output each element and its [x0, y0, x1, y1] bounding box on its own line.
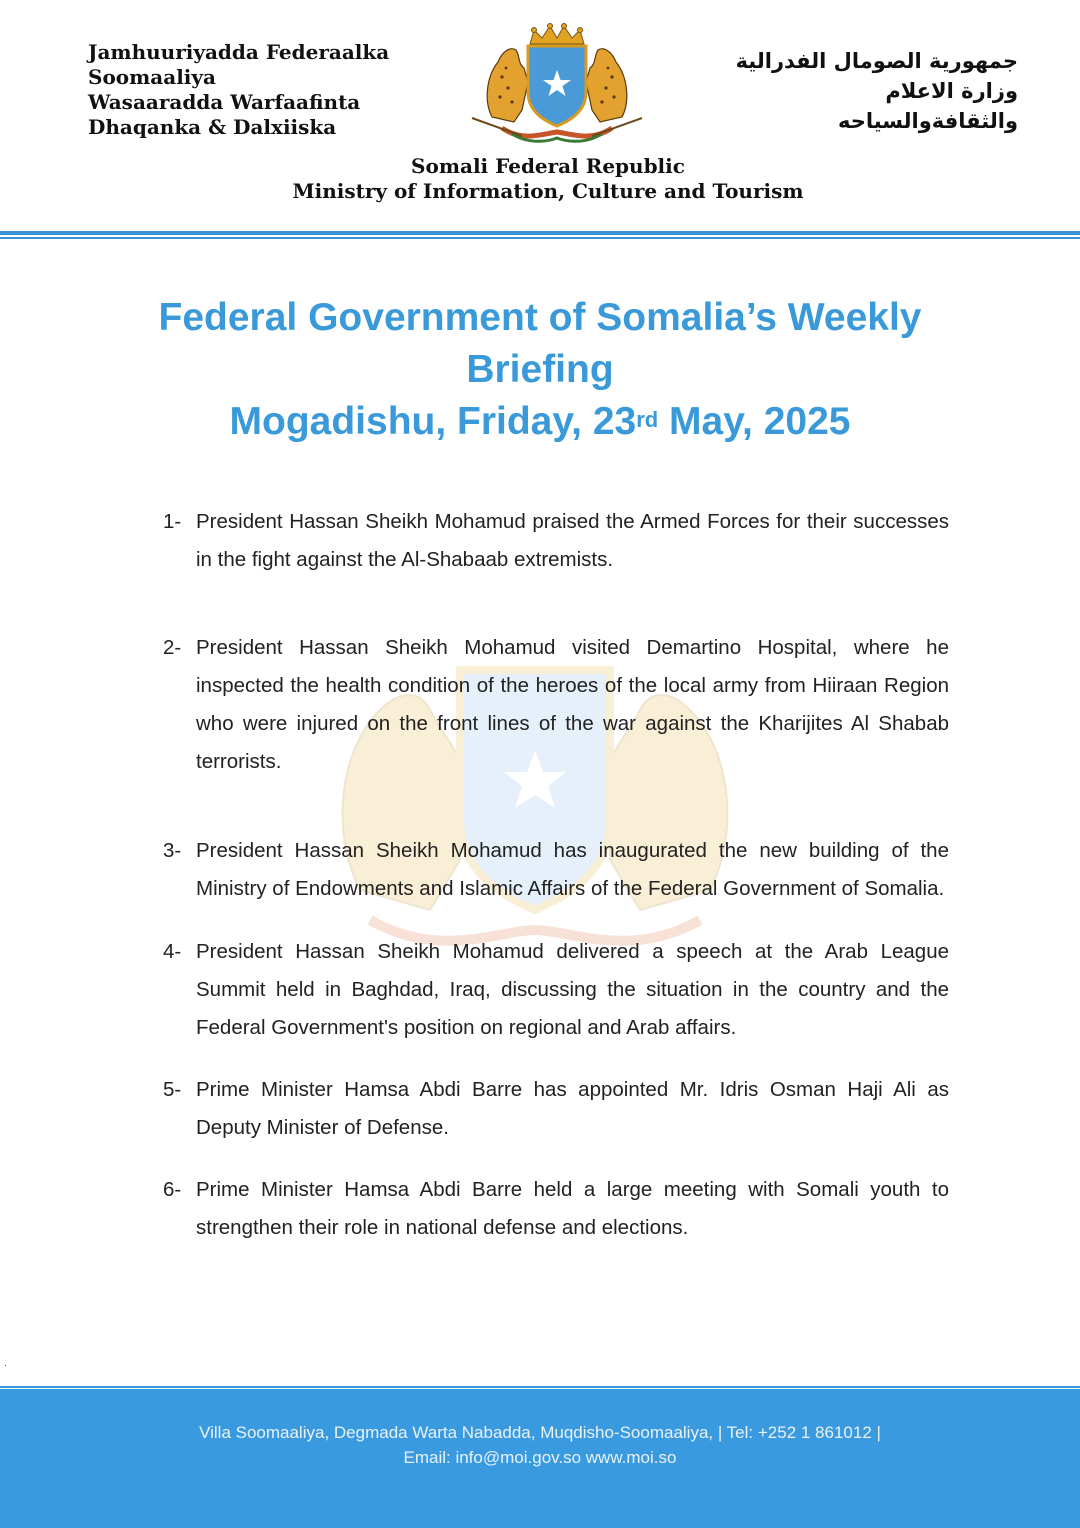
- footer-contact: [0, 1420, 1080, 1470]
- header-left-line: Wasaaradda Warfaafinta: [88, 90, 361, 114]
- title-date-ordinal: rd: [636, 407, 659, 432]
- stray-dot: .: [4, 1358, 7, 1369]
- header-right-line: وزارة الاعلام: [885, 79, 1018, 103]
- item-text: President Hassan Sheikh Mohamud visited Demartino Hospital, where he inspected the health condition of the heroes of the local army from Hiiraan Region who were injured on the front lines of the war against the Kharijites Al Shabab terrorists.: [196, 636, 949, 773]
- footer-divider: [0, 1386, 1080, 1388]
- briefing-title: [0, 292, 1080, 448]
- header-arabic-name: [736, 46, 1018, 136]
- footer-email-web: Email: info@moi.gov.so www.moi.so: [403, 1448, 677, 1467]
- header-left-line: Dhaqanka & Dalxiiska: [88, 115, 337, 139]
- item-number: 3-: [163, 839, 182, 862]
- header-left-line: Jamhuuriyadda Federaalka: [88, 40, 390, 64]
- list-item: [163, 1071, 949, 1147]
- list-item: [163, 629, 949, 781]
- header-left-line: Soomaaliya: [88, 65, 216, 89]
- header-somali-name: [88, 40, 389, 140]
- header-divider-thin: [0, 237, 1080, 239]
- item-number: 4-: [163, 940, 182, 963]
- header-right-line: والثقافةوالسياحه: [837, 109, 1018, 133]
- list-item: [163, 933, 949, 1047]
- title-date-pre: Mogadishu, Friday, 23: [229, 400, 637, 443]
- header-right-line: جمهورية الصومال الفدرالية: [735, 49, 1018, 73]
- item-text: President Hassan Sheikh Mohamud praised the Armed Forces for their successes in the fight against the Al-Shabaab extremists.: [196, 510, 949, 571]
- item-text: Prime Minister Hamsa Abdi Barre held a large meeting with Somali youth to strengthen their role in national defense and elections.: [196, 1178, 949, 1239]
- header-divider: [0, 231, 1080, 235]
- title-line2: Briefing: [466, 348, 614, 391]
- item-text: President Hassan Sheikh Mohamud has inaugurated the new building of the Ministry of Endowments and Islamic Affairs of the Federal Government of Somalia.: [196, 839, 949, 900]
- header-english-name: [0, 154, 1080, 204]
- header-center-line2: Ministry of Information, Culture and Tourism: [292, 179, 804, 203]
- footer-address: Villa Soomaaliya, Degmada Warta Nabadda, Muqdisho-Soomaaliya, | Tel: +252 1 861012 |: [199, 1423, 881, 1442]
- item-number: 1-: [163, 510, 182, 533]
- list-item: [163, 1171, 949, 1247]
- list-item: [163, 503, 949, 579]
- item-text: President Hassan Sheikh Mohamud delivered a speech at the Arab League Summit held in Baghdad, Iraq, discussing the situation in the country and the Federal Government's position on regional and Arab affairs.: [196, 940, 949, 1039]
- item-text: Prime Minister Hamsa Abdi Barre has appointed Mr. Idris Osman Haji Ali as Deputy Minister of Defense.: [196, 1078, 949, 1139]
- list-item: [163, 832, 949, 908]
- title-line1: Federal Government of Somalia’s Weekly: [158, 296, 922, 339]
- title-date-line: [0, 396, 1080, 448]
- item-number: 5-: [163, 1078, 182, 1101]
- item-number: 6-: [163, 1178, 182, 1201]
- somalia-coat-of-arms-icon: [462, 22, 652, 152]
- briefing-list: [163, 503, 949, 1247]
- header-center-line1: Somali Federal Republic: [411, 154, 685, 178]
- title-date-post: May, 2025: [658, 400, 851, 443]
- item-number: 2-: [163, 636, 182, 659]
